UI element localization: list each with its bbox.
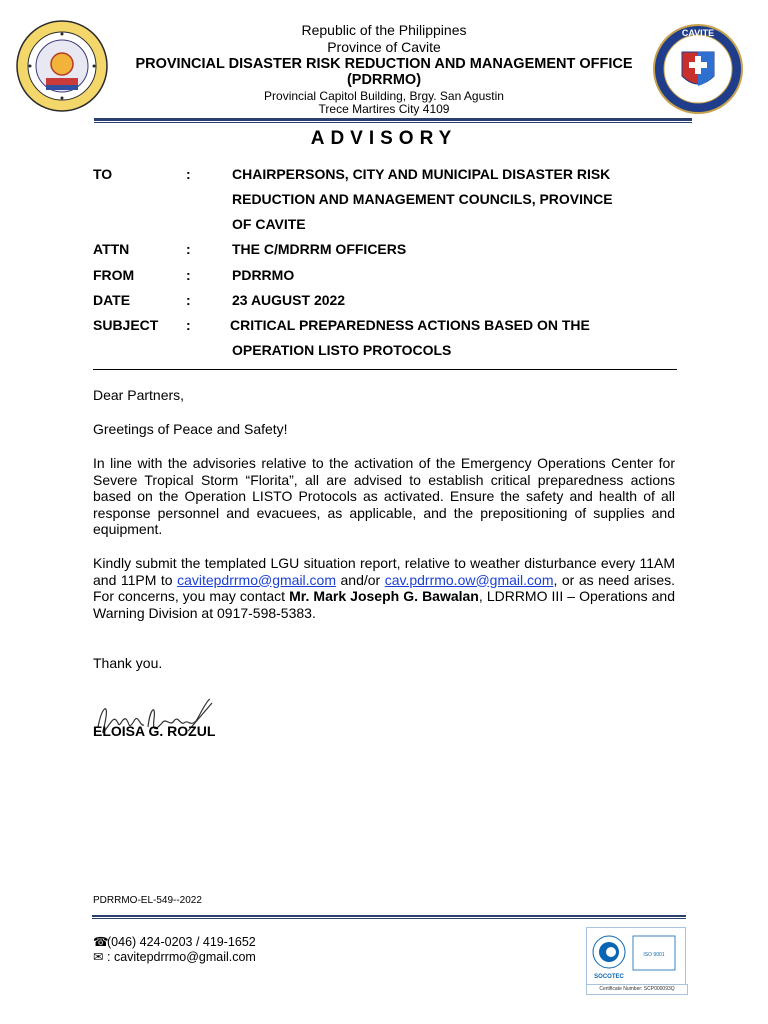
closing: Thank you. [93, 655, 163, 671]
email-link-ow[interactable]: cav.pdrrmo.ow@gmail.com [384, 571, 554, 588]
telephone-icon: ☎ [93, 935, 109, 949]
footer-phone-text: (046) 424-0203 / 419-1652 [107, 935, 256, 949]
memo-from-value: PDRRMO [232, 267, 295, 283]
memo-to-label: TO [93, 166, 113, 182]
footer-email-text: : cavitepdrrmo@gmail.com [107, 950, 256, 964]
header-divider [94, 118, 692, 121]
memo-subject-label: SUBJECT [93, 317, 159, 333]
paragraph-2-text-d: , LDRRMO III – Operations and Warning Division at 0917-598-5383. [93, 588, 676, 621]
memo-from-label: FROM [93, 267, 135, 283]
paragraph-1: In line with the advisories relative to the activation of the Emergency Operations Center for Severe Tropical Storm “Florita”, all are advised to establish critical preparedness actions based on the Operation LISTO Protocols as activated. Ensure the safety and health of all response personnel and evacuees, as applicable, and the prepositioning of supplies and equipment. [93, 455, 675, 537]
memo-to-value-3: OF CAVITE [232, 216, 306, 232]
memo-divider [93, 369, 677, 370]
paragraph-2 [93, 555, 675, 621]
header-address-1: Provincial Capitol Building, Brgy. San Agustin [264, 89, 504, 103]
envelope-icon: ✉ [93, 950, 104, 964]
greeting: Greetings of Peace and Safety! [93, 421, 288, 437]
cert-iso: ISO 9001 [643, 952, 665, 958]
memo-subject-value-2: OPERATION LISTO PROTOCOLS [232, 342, 452, 358]
memo-colon: : [186, 267, 191, 283]
footer-email [93, 950, 256, 965]
footer-phone [93, 935, 256, 950]
header-divider-thin [94, 122, 692, 123]
header-address-2: Trece Martires City 4109 [318, 102, 450, 116]
memo-colon: : [186, 241, 191, 257]
header-office-acronym: (PDRRMO) [346, 72, 422, 88]
memo-attn-label: ATTN [93, 241, 130, 257]
email-link-primary[interactable]: cavitepdrrmo@gmail.com [177, 571, 336, 588]
header-province: Province of Cavite [327, 39, 441, 55]
footer-divider [92, 915, 686, 917]
memo-date-label: DATE [93, 292, 131, 308]
contact-person-name: Mr. Mark Joseph G. Bawalan [289, 588, 479, 604]
header-republic: Republic of the Philippines [301, 22, 467, 38]
memo-colon: : [186, 317, 191, 333]
document-code: PDRRMO-EL-549--2022 [93, 895, 202, 906]
paragraph-2-text-a: Kindly submit the templated LGU situation report, relative to weather disturbance every 11AM and 11PM to [93, 555, 675, 588]
document-title: ADVISORY [310, 128, 458, 149]
certificate-number: Certificate Number: SCP000093Q [586, 984, 688, 995]
certification-badge [586, 927, 686, 985]
footer-divider-thin [92, 918, 686, 919]
memo-colon: : [186, 166, 191, 182]
memo-date-value: 23 AUGUST 2022 [232, 292, 346, 308]
salutation: Dear Partners, [93, 387, 185, 403]
signer-name: ELOISA G. ROZUL [93, 723, 216, 739]
memo-to-value-1: CHAIRPERSONS, CITY AND MUNICIPAL DISASTER RISK [232, 166, 611, 182]
header-office-name: PROVINCIAL DISASTER RISK REDUCTION AND MANAGEMENT OFFICE [135, 56, 633, 72]
paragraph-2-text-b: and/or [336, 571, 385, 588]
memo-subject-value-1: CRITICAL PREPAREDNESS ACTIONS BASED ON THE [230, 317, 590, 333]
seal-right-title: CAVITE [681, 28, 715, 38]
memo-to-value-2: REDUCTION AND MANAGEMENT COUNCILS, PROVINCE [232, 191, 613, 207]
cert-brand: SOCOTEC [594, 974, 624, 980]
socotec-logo [587, 928, 685, 984]
paragraph-2-text-c: , or as need arises. For concerns, you may contact [93, 571, 675, 604]
memo-colon: : [186, 292, 191, 308]
memo-attn-value: THE C/MDRRM OFFICERS [232, 241, 407, 257]
